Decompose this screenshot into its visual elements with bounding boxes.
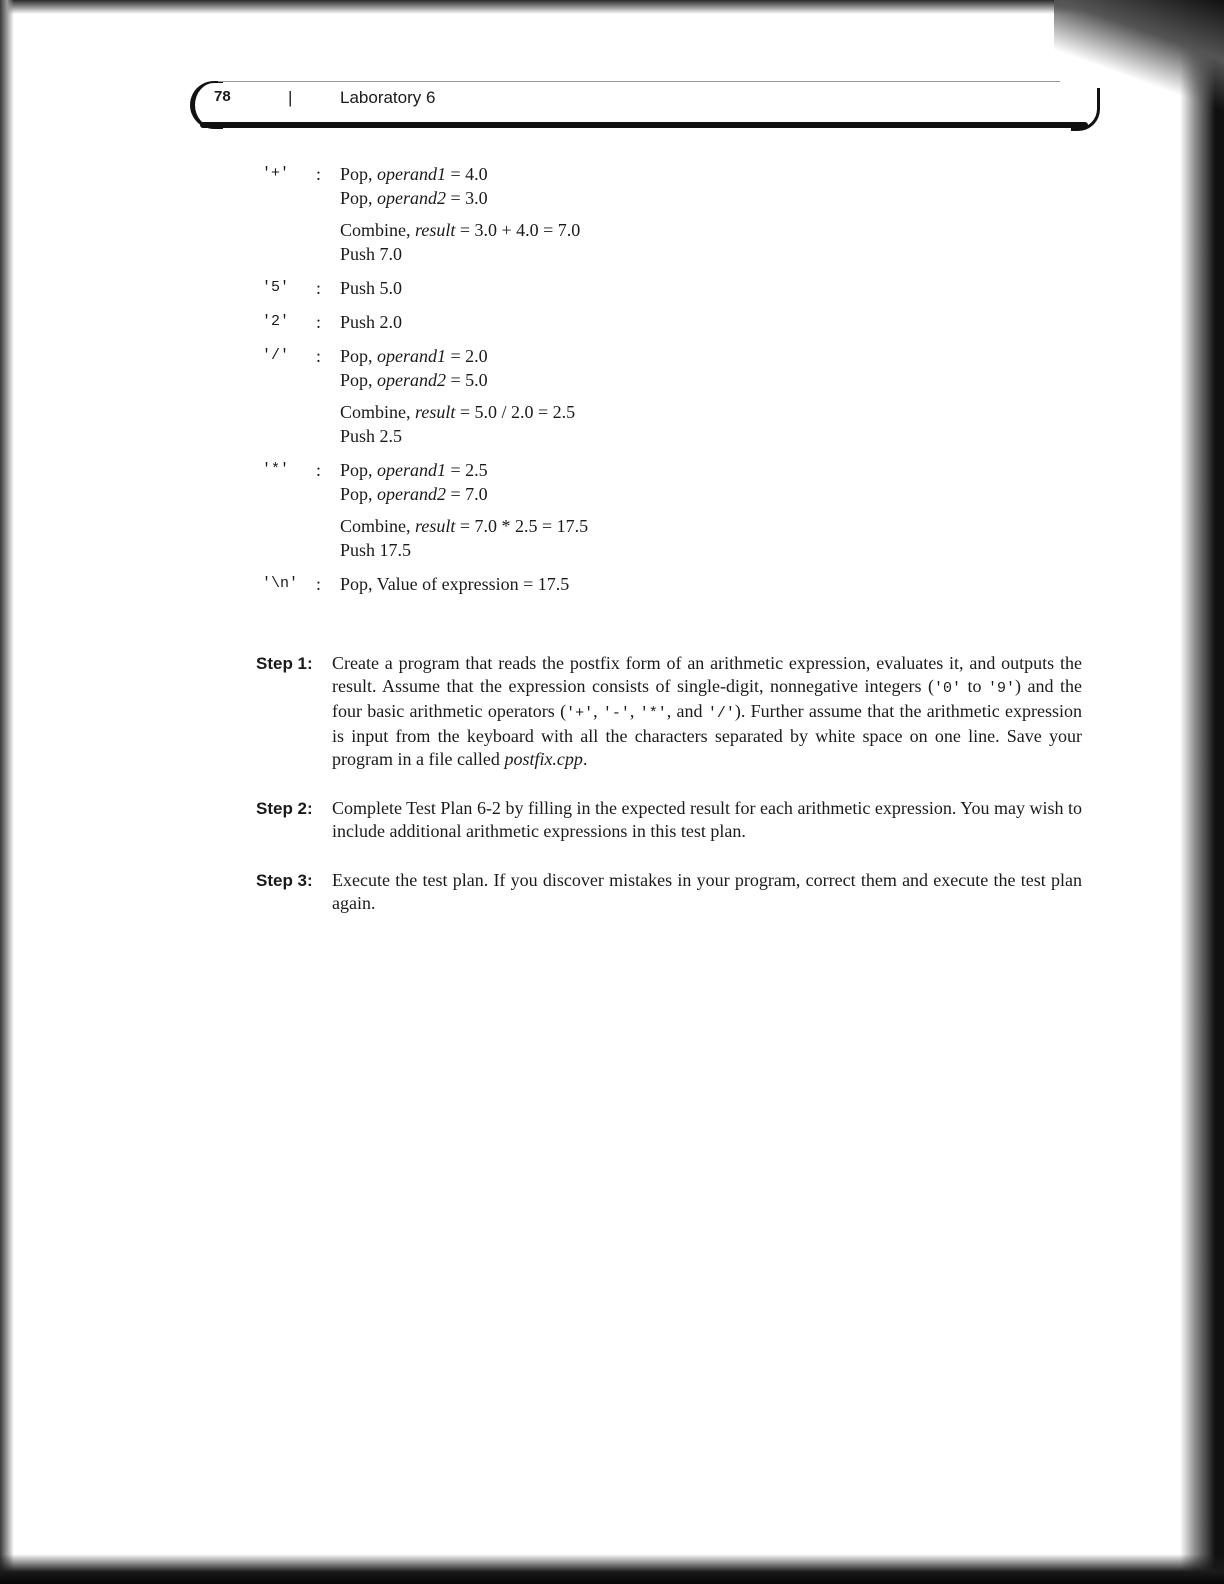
trace-line (340, 344, 575, 368)
trace-entry (262, 572, 722, 596)
trace-variable: operand1 (377, 460, 447, 480)
trace-line-text: Combine, (340, 516, 415, 536)
trace-line (340, 218, 580, 242)
trace-line (340, 458, 588, 482)
trace-line (340, 400, 575, 424)
trace-lines (340, 310, 402, 334)
trace-variable: result (415, 220, 456, 240)
lab-steps (256, 652, 1082, 941)
header-curve (1071, 88, 1100, 131)
step-text-run: . (582, 749, 588, 769)
trace-line (340, 186, 580, 210)
trace-line-value: = 7.0 (446, 484, 488, 504)
trace-line-text: Pop, (340, 164, 378, 184)
trace-variable: result (415, 402, 456, 422)
header-rule (200, 122, 1088, 128)
trace-colon: : (316, 278, 322, 298)
file-name: postfix.cpp (504, 749, 583, 769)
scan-edge-bottom (0, 1554, 1224, 1584)
trace-line-value: = 4.0 (446, 164, 488, 184)
trace-line-value: = 5.0 (446, 370, 488, 390)
step-text-run: , (629, 701, 640, 721)
trace-line (340, 276, 402, 300)
trace-line-text: Pop, (340, 188, 378, 208)
trace-line-value: = 5.0 / 2.0 = 2.5 (455, 402, 576, 422)
step-text-run: Execute the test plan. If you discover mistakes in your program, correct them and execute the test plan again. (332, 870, 1082, 913)
trace-line-value: = 3.0 + 4.0 = 7.0 (455, 220, 581, 240)
trace-line (340, 482, 588, 506)
running-header (190, 78, 1100, 124)
trace-colon: : (316, 574, 322, 594)
trace-line-text: Combine, (340, 402, 415, 422)
inline-code: '0' (933, 680, 961, 697)
chapter-title: Laboratory 6 (340, 88, 436, 107)
inline-code: '9' (987, 680, 1015, 697)
page-number: 78 (214, 88, 231, 105)
trace-colon: : (316, 346, 322, 366)
trace-line-text: Pop, (340, 346, 378, 366)
trace-line-text: Pop, Value of expression = 17.5 (340, 574, 570, 594)
trace-line (340, 424, 575, 448)
trace-line-text: Push 17.5 (340, 540, 412, 560)
scan-edge-top (0, 0, 1224, 14)
trace-line (340, 242, 580, 266)
header-separator: | (288, 88, 293, 107)
step-label: Step 3: (256, 871, 313, 890)
trace-line (340, 310, 402, 334)
trace-line-value: = 2.5 (446, 460, 488, 480)
trace-entry (262, 276, 722, 300)
inline-code: '*' (639, 705, 667, 722)
trace-line (340, 368, 575, 392)
step-text-run: , and (666, 701, 708, 721)
trace-token: '+' (262, 165, 290, 182)
trace-lines (340, 344, 575, 448)
trace-line (340, 162, 580, 186)
step-text-run: to (960, 676, 988, 696)
trace-variable: operand2 (377, 188, 447, 208)
step-text (332, 869, 1082, 915)
trace-line-value: = 2.0 (446, 346, 488, 366)
trace-line-text: Push 7.0 (340, 244, 403, 264)
trace-line-text: Combine, (340, 220, 415, 240)
inline-code: '/' (707, 705, 735, 722)
step-text-run: Create a program that reads the postfix form of an arithmetic expression, evaluates it, and outputs the result. Assume that the expression consists of single-digit, nonnegative integers ( (332, 653, 1082, 696)
trace-token: '5' (262, 279, 290, 296)
trace-variable: operand2 (377, 370, 447, 390)
trace-token: '\n' (262, 575, 299, 592)
trace-line-text: Pop, (340, 370, 378, 390)
trace-entry (262, 162, 722, 266)
trace-line-text: Push 2.0 (340, 312, 403, 332)
trace-colon: : (316, 460, 322, 480)
trace-lines (340, 162, 580, 266)
step-3 (256, 869, 1082, 915)
trace-lines (340, 572, 569, 596)
trace-colon: : (316, 164, 322, 184)
trace-variable: operand1 (377, 164, 447, 184)
step-1 (256, 652, 1082, 771)
trace-token: '/' (262, 347, 290, 364)
step-text-run: ). Further assume that the arithmetic expression is input from the keyboard with all the characters separated by white space on one line. Save your program in a file called (332, 701, 1083, 769)
trace-line-text: Pop, (340, 460, 378, 480)
trace-line-text: Pop, (340, 484, 378, 504)
step-text (332, 797, 1082, 843)
inline-code: '-' (602, 705, 630, 722)
trace-line (340, 572, 569, 596)
trace-line-text: Push 2.5 (340, 426, 403, 446)
step-label: Step 1: (256, 654, 313, 673)
trace-line-text: Push 5.0 (340, 278, 403, 298)
step-text-run: ) and the four basic arithmetic operators ( (332, 676, 1082, 721)
trace-variable: operand2 (377, 484, 447, 504)
header-top-line (218, 81, 1060, 82)
trace-line (340, 514, 588, 538)
step-text (332, 652, 1082, 771)
trace-line-value: = 3.0 (446, 188, 488, 208)
trace-token: '*' (262, 461, 290, 478)
step-text-run: Complete Test Plan 6-2 by filling in the expected result for each arithmetic expression. You may wish to include additional arithmetic expressions in this test plan. (332, 798, 1082, 841)
postfix-evaluation-trace (262, 162, 722, 606)
trace-variable: result (415, 516, 456, 536)
trace-variable: operand1 (377, 346, 447, 366)
trace-lines (340, 276, 402, 300)
trace-entry (262, 344, 722, 448)
step-text-run: , (593, 701, 603, 721)
trace-line-value: = 7.0 * 2.5 = 17.5 (455, 516, 589, 536)
trace-entry (262, 310, 722, 334)
step-2 (256, 797, 1082, 843)
trace-lines (340, 458, 588, 562)
scan-edge-right (1180, 0, 1224, 1584)
trace-line (340, 538, 588, 562)
scan-edge-left (0, 0, 14, 1584)
trace-entry (262, 458, 722, 562)
step-label: Step 2: (256, 799, 313, 818)
trace-token: '2' (262, 313, 290, 330)
inline-code: '+' (566, 705, 594, 722)
trace-colon: : (316, 312, 322, 332)
